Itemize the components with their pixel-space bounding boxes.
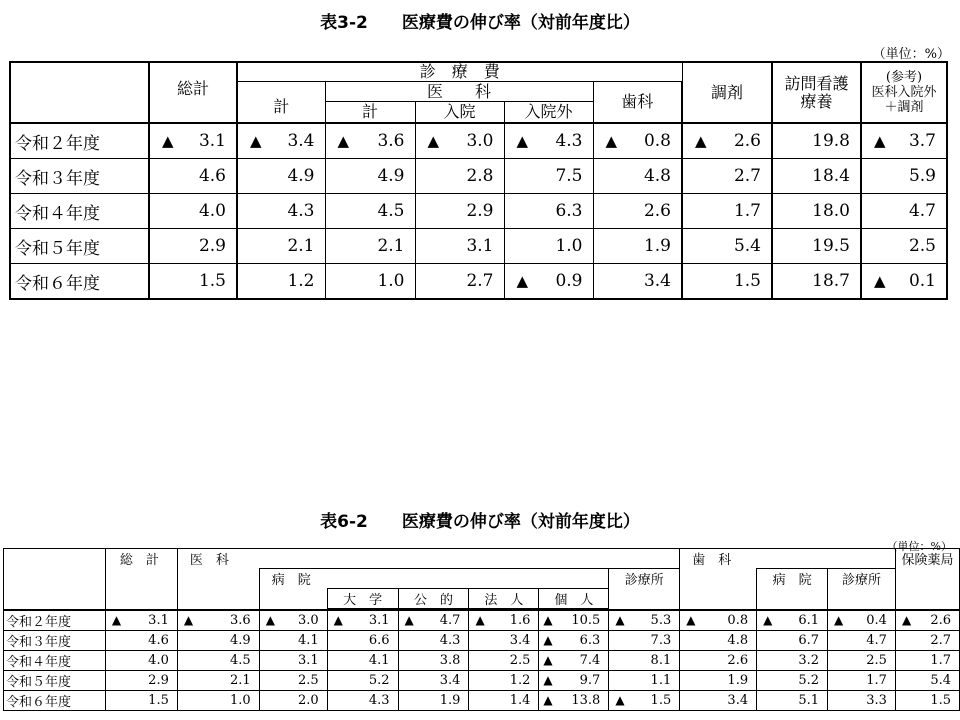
negative-triangle-icon: ▲ [763,613,773,627]
table2-cell-value: 1.7 [930,653,951,668]
t2-header-hoken: 保険薬局 [895,549,959,611]
table2-cell-value: 5.3 [650,613,672,628]
table1-cell-value: 1.7 [733,201,761,221]
table2-cell-value: 2.7 [930,633,951,648]
table2-cell [259,691,327,711]
table2-cell-value: 1.5 [148,693,169,708]
table1-cell-value: 2.1 [287,236,315,256]
table1-cell [593,229,682,264]
table1-cell [772,264,861,300]
t2-header-byoin-spacer [259,589,327,611]
table1-cell [149,123,237,159]
table1-cell [682,264,772,300]
table2-cell-value: 1.6 [509,613,531,628]
negative-triangle-icon: ▲ [111,613,122,627]
header-sanko-line2: 医科入院外 [871,85,937,100]
table2-cell [177,631,259,651]
header-ika-kei: 計 [325,102,415,123]
table2-cell [177,671,259,691]
negative-triangle-icon: ▲ [695,132,707,150]
table1-cell [325,229,415,264]
table2-cell-value: 3.4 [439,673,461,688]
table1-cell [149,229,237,264]
table2-cell [398,651,469,671]
negative-triangle-icon: ▲ [543,693,553,707]
table1-cell-value: 18.7 [812,271,850,291]
table2-cell [105,651,177,671]
table1-cell-value: 2.7 [466,271,494,291]
table2-unit: （単位：%） [886,540,952,553]
table2-cell-value: 3.4 [727,693,749,708]
table1-cell-value: 3.7 [908,131,936,151]
table1-cell [149,159,237,194]
table1-row-label: 令和２年度 [10,123,149,159]
header-kei: 計 [237,82,325,124]
table2-cell [398,691,469,711]
table2-cell [327,631,398,651]
header-corner [10,62,149,123]
table1-cell [861,229,947,264]
header-total: 総計 [149,62,237,123]
table2-cell [828,631,896,651]
table2-cell-value: 4.0 [148,653,169,668]
table1-row [10,264,947,300]
table2-row-label: 令和３年度 [4,631,106,651]
t2-header-daigaku: 大 学 [327,589,398,609]
table2-cell-value: 3.2 [798,653,820,668]
table1-cell [772,194,861,229]
table1-cell [861,194,947,229]
table2-cell [757,671,828,691]
table2-row [4,631,960,651]
table1-row-label: 令和４年度 [10,194,149,229]
t2-header-shinryojo: 診療所 [609,569,680,611]
table2-cell-value: 4.7 [866,633,887,648]
table1-cell [415,123,504,159]
table1-cell-value: 3.1 [466,236,494,256]
table1-cell [682,194,772,229]
table1-cell-value: 1.5 [733,271,761,291]
table2-cell-value: 2.0 [297,693,319,708]
table1-cell-value: 6.3 [555,201,583,221]
negative-triangle-icon: ▲ [615,613,625,627]
table2-cell-value: 7.3 [650,633,672,648]
t2-header-hojin: 法 人 [469,589,539,609]
negative-triangle-icon: ▲ [874,272,886,290]
table1-cell [593,123,682,159]
table2-cell [757,651,828,671]
table2-cell [105,631,177,651]
table1-cell [415,264,504,300]
table2-cell-value: 4.3 [439,633,461,648]
table2-cell [539,631,609,651]
negative-triangle-icon: ▲ [874,132,886,150]
table1-cell [325,123,415,159]
table2-cell [539,691,609,711]
table2-cell-value: 3.6 [230,613,251,628]
table2-cell-value: 1.9 [439,693,461,708]
table2-cell-value: 4.6 [148,633,169,648]
table2-cell-value: 4.5 [230,653,251,668]
t2-header-total: 総 計 [105,549,177,611]
table1-cell-value: 1.9 [643,236,671,256]
table1-cell [325,264,415,300]
table2-cell-value: 1.5 [650,693,672,708]
table1-cell-value: 2.9 [198,236,226,256]
header-nyuin: 入院 [415,102,504,123]
negative-triangle-icon: ▲ [337,132,350,150]
table2-cell [609,671,680,691]
negative-triangle-icon: ▲ [686,613,696,627]
table1-cell [504,159,593,194]
table1-cell-value: 4.9 [287,166,315,186]
table2-cell-value: 3.1 [148,613,169,628]
table1-cell [415,194,504,229]
table2-row [4,651,960,671]
negative-triangle-icon: ▲ [250,132,262,150]
table1-cell [772,123,861,159]
header-homon-line1: 訪問看護 [784,73,849,93]
table2-cell [327,610,398,631]
table1-cell-value: 19.8 [812,131,850,151]
negative-triangle-icon: ▲ [265,613,275,627]
table2-cell [895,691,959,711]
table1 [9,61,948,300]
table2-cell-value: 5.1 [798,693,820,708]
table1-cell [415,159,504,194]
table1-cell [149,194,237,229]
table1-cell [237,194,325,229]
table2-cell [105,610,177,631]
table1-cell-value: 5.9 [908,166,936,186]
table1-cell [861,159,947,194]
t2-header-kojin: 個 人 [539,589,609,609]
table2-row [4,610,960,631]
t2-header-koteki: 公 的 [398,589,469,609]
table2-cell-value: 3.4 [509,633,531,648]
table1-cell-value: 4.8 [643,166,671,186]
negative-triangle-icon: ▲ [404,613,414,627]
table2-cell-value: 1.0 [230,693,251,708]
table1-cell [237,229,325,264]
table2-cell-value: 3.8 [439,653,461,668]
header-sanko-line3: ＋調剤 [884,100,924,115]
table2-cell [105,671,177,691]
negative-triangle-icon: ▲ [543,673,553,687]
table1-cell-value: 4.5 [377,201,405,221]
table2-cell [680,631,757,651]
negative-triangle-icon: ▲ [615,693,625,707]
table1-cell [682,159,772,194]
table2-cell [680,651,757,671]
t2-header-shika-byoin: 病 院 [757,569,828,611]
table2-cell [177,691,259,711]
table2-cell-value: 1.4 [509,693,531,708]
header-homon-line2: 療養 [800,91,833,111]
table2-cell-value: 4.7 [439,613,461,628]
table2-cell-value: 6.6 [368,633,390,648]
table2-cell [895,651,959,671]
table2-row-label: 令和４年度 [4,651,106,671]
table1-cell [149,264,237,300]
negative-triangle-icon: ▲ [901,613,912,627]
table1-cell [325,194,415,229]
t2-header-ika-spacer [177,569,259,611]
header-nyuingai: 入院外 [504,102,593,123]
table1-unit: （単位：%） [872,47,950,62]
table1-cell [504,123,593,159]
table1-cell [504,229,593,264]
table2-cell-value: 3.1 [368,613,390,628]
table2-cell [680,691,757,711]
table1-cell-value: 3.6 [377,131,405,151]
table2-cell-value: 5.2 [798,673,820,688]
table2-cell-value: 6.3 [579,633,601,648]
negative-triangle-icon: ▲ [543,633,553,647]
t2-header-shika-shinryojo: 診療所 [828,569,896,611]
table1-cell-value: 0.8 [643,131,671,151]
table1-cell-value: 4.0 [198,201,226,221]
negative-triangle-icon: ▲ [427,132,440,150]
table2-cell [327,671,398,691]
table2-cell-value: 2.6 [727,653,749,668]
table2-cell [828,610,896,631]
table1-cell-value: 1.5 [198,271,226,291]
table2-cell [539,671,609,691]
table2-cell [609,651,680,671]
table1-cell-value: 2.8 [466,166,494,186]
table2-row [4,671,960,691]
header-homon [772,62,861,123]
table2-cell [609,610,680,631]
table2-cell-value: 10.5 [571,613,601,628]
table1-row [10,229,947,264]
table2-cell-value: 8.1 [650,653,672,668]
table2-cell-value: 2.5 [509,653,531,668]
table1-cell-value: 2.9 [466,201,494,221]
table2-cell-value: 1.1 [650,673,672,688]
negative-triangle-icon: ▲ [333,613,343,627]
table2-cell-value: 1.2 [509,673,531,688]
table2-cell-value: 3.1 [297,653,319,668]
negative-triangle-icon: ▲ [183,613,194,627]
table2-cell [327,651,398,671]
table1-cell [237,159,325,194]
table2-cell-value: 1.5 [930,693,951,708]
negative-triangle-icon: ▲ [834,613,844,627]
table1-row-label: 令和６年度 [10,264,149,300]
table2-title: 表6-2 医療費の伸び率（対前年度比） [320,512,640,532]
table1-cell [861,264,947,300]
table1-cell-value: 2.7 [733,166,761,186]
header-chozai: 調剤 [682,62,772,123]
table2-cell [895,631,959,651]
negative-triangle-icon: ▲ [516,272,529,290]
table2-cell [177,610,259,631]
table1-cell [325,159,415,194]
table2-cell [259,610,327,631]
table1-cell [504,194,593,229]
table2-cell-value: 3.3 [866,693,887,708]
table2-cell-value: 13.8 [571,693,601,708]
header-sanko-line1: (参考) [885,70,923,85]
table1-cell [593,194,682,229]
negative-triangle-icon: ▲ [543,613,553,627]
negative-triangle-icon: ▲ [543,653,553,667]
table2-cell [469,671,539,691]
header-sanko [861,62,947,123]
table1-cell-value: 2.1 [377,236,405,256]
header-shika: 歯科 [593,82,682,124]
table1-cell [593,159,682,194]
table2-cell [895,671,959,691]
table2-cell [259,631,327,651]
table2-cell [757,631,828,651]
table1-cell [772,159,861,194]
table2-cell [895,610,959,631]
table1-cell-value: 1.2 [287,271,315,291]
table2-cell-value: 6.7 [798,633,820,648]
table2-cell [609,631,680,651]
t2-header-byoin: 病 院 [259,569,609,589]
table1-cell [593,264,682,300]
table1-cell-value: 19.5 [812,236,850,256]
header-ika: 医 科 [325,82,593,102]
table2-cell [469,610,539,631]
table2-cell-value: 5.4 [930,673,951,688]
table2-cell-value: 6.1 [798,613,820,628]
table1-cell-value: 4.9 [377,166,405,186]
table1-cell-value: 2.6 [643,201,671,221]
table2-cell [828,671,896,691]
table1-row [10,194,947,229]
table2-cell-value: 2.5 [866,653,887,668]
table2-cell-value: 4.1 [297,633,319,648]
table1-cell [682,123,772,159]
table2-cell-value: 0.4 [866,613,887,628]
table1-row [10,159,947,194]
table2-cell [828,651,896,671]
table2-cell [327,691,398,711]
negative-triangle-icon: ▲ [475,613,485,627]
table1-cell-value: 3.1 [198,131,226,151]
negative-triangle-icon: ▲ [605,132,618,150]
table2-cell-value: 4.9 [230,633,251,648]
table1-cell-value: 1.0 [555,236,583,256]
table2-cell [539,610,609,631]
table2-cell [398,671,469,691]
table1-cell-value: 1.0 [377,271,405,291]
table2-cell [757,610,828,631]
table2-cell [177,651,259,671]
table1-cell-value: 3.0 [466,131,494,151]
table1-cell-value: 7.5 [555,166,583,186]
table2-cell-value: 4.1 [368,653,390,668]
table1-cell [237,123,325,159]
table2-row-label: 令和５年度 [4,671,106,691]
table2-cell [105,691,177,711]
table1-cell [237,264,325,300]
table2-cell [680,610,757,631]
table2-cell-value: 2.1 [230,673,251,688]
table2-cell-value: 4.3 [368,693,390,708]
table2-cell-value: 2.9 [148,673,169,688]
table2-cell [469,651,539,671]
table1-cell-value: 2.5 [908,236,936,256]
table2-cell-value: 7.4 [579,653,601,668]
table1-cell-value: 18.4 [812,166,850,186]
table2-cell-value: 9.7 [579,673,601,688]
table2-cell [398,610,469,631]
table2-cell-value: 2.5 [297,673,319,688]
table2-cell-value: 0.8 [727,613,749,628]
table1-cell [682,229,772,264]
table1-cell-value: 4.3 [555,131,583,151]
table1-cell-value: 3.4 [287,131,315,151]
table1-cell-value: 0.1 [908,271,936,291]
table1-row-label: 令和５年度 [10,229,149,264]
negative-triangle-icon: ▲ [516,132,529,150]
table1-cell-value: 2.6 [733,131,761,151]
table2-row [4,691,960,711]
table1-row [10,123,947,159]
table2-cell [469,691,539,711]
table2-cell [259,671,327,691]
table2 [3,548,960,711]
table1-cell-value: 4.6 [198,166,226,186]
t2-header-shika: 歯 科 [680,549,896,569]
table1-cell [772,229,861,264]
table2-cell-value: 1.7 [866,673,887,688]
table1-cell [504,264,593,300]
table2-cell-value: 4.8 [727,633,749,648]
table2-cell-value: 2.6 [930,613,951,628]
table2-cell [609,691,680,711]
table1-cell-value: 0.9 [555,271,583,291]
header-shinryo: 診 療 費 [237,62,682,82]
table2-row-label: 令和６年度 [4,691,106,711]
table1-cell-value: 4.3 [287,201,315,221]
table2-cell [828,691,896,711]
table1-cell-value: 3.4 [643,271,671,291]
negative-triangle-icon: ▲ [162,132,174,150]
table2-cell [680,671,757,691]
t2-header-ika: 医 科 [177,549,679,569]
table2-cell [757,691,828,711]
table2-row-label: 令和２年度 [4,610,106,631]
table2-cell-value: 5.2 [368,673,390,688]
t2-header-corner [4,549,106,611]
table1-cell [415,229,504,264]
table1-cell-value: 18.0 [812,201,850,221]
table1-cell-value: 4.7 [908,201,936,221]
table1-cell [861,123,947,159]
table1-row-label: 令和３年度 [10,159,149,194]
table1-cell-value: 5.4 [733,236,761,256]
table2-cell [469,631,539,651]
table1-title: 表3-2 医療費の伸び率（対前年度比） [320,13,640,33]
table2-cell [259,651,327,671]
table2-cell-value: 1.9 [727,673,749,688]
table2-cell [539,651,609,671]
t2-header-shika-spacer [680,569,757,611]
table2-cell [398,631,469,651]
table2-cell-value: 3.0 [297,613,319,628]
